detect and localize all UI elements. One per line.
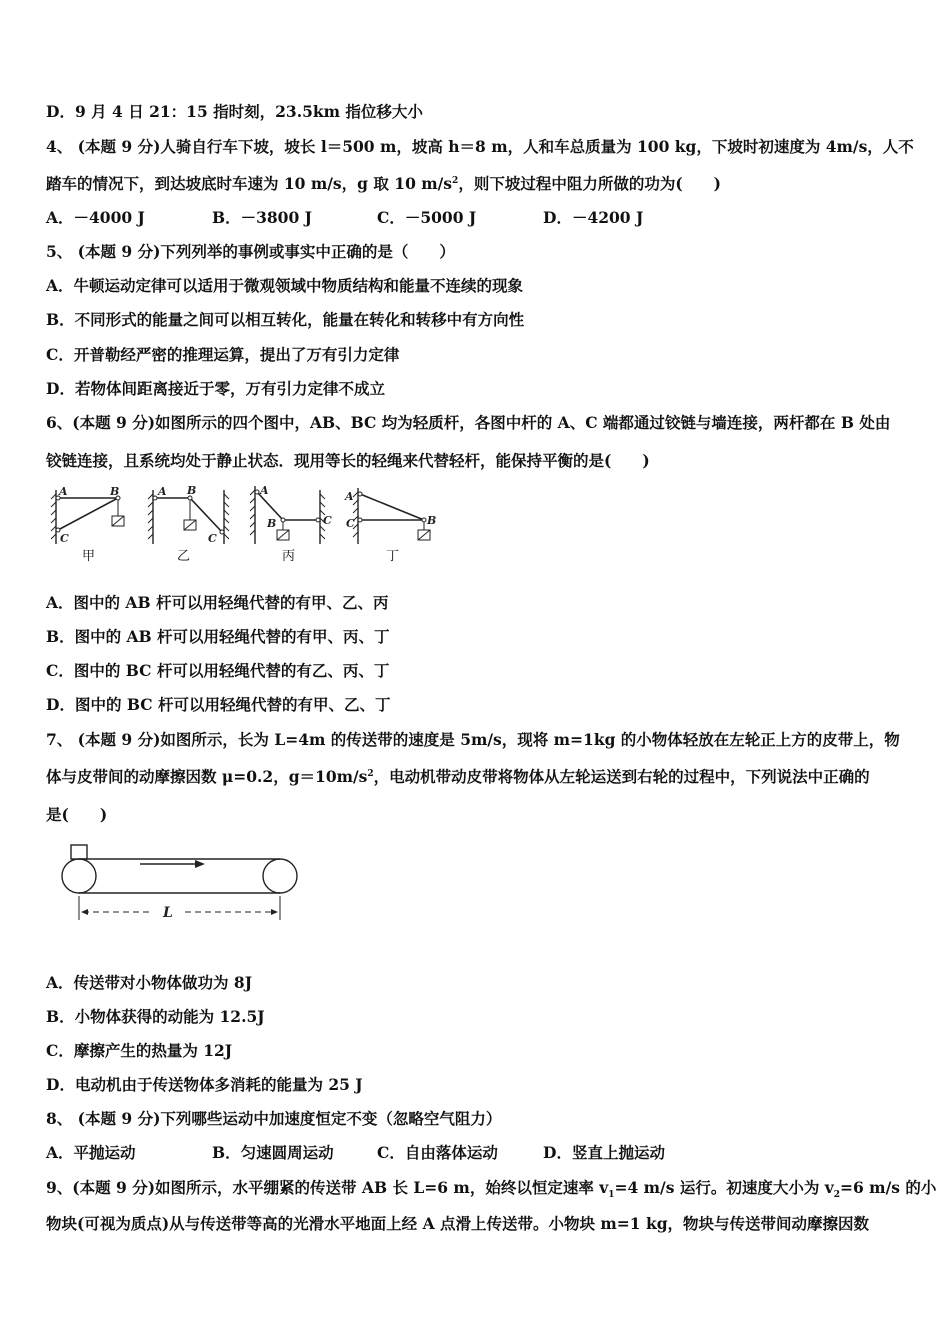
q7-stem-line3: 是( ) — [46, 805, 108, 824]
q7-stem-line2 — [46, 767, 870, 787]
q7-stem-line2-a: 体与皮带间的动摩擦因数 μ=0.2，g＝10m/s — [46, 767, 368, 786]
q8-option-c: C．自由落体运动 — [377, 1143, 498, 1162]
q4-stem-line2-a: 踏车的情况下，到达坡底时车速为 10 m/s，g 取 10 m/s — [46, 174, 453, 193]
q9-line1-a: 9、(本题 9 分)如图所示，水平绷紧的传送带 AB 长 L=6 m，始终以恒定速率 v — [46, 1178, 609, 1197]
fig-yi-label-c: C — [208, 532, 217, 545]
q6-stem-line2: 铰链连接，且系统均处于静止状态．现用等长的轻绳来代替轻杆，能保持平衡的是( ) — [46, 451, 650, 470]
fig-jia-label-c: C — [60, 532, 69, 545]
q7-conveyor-figure — [55, 840, 315, 930]
q4-stem-line1: 4、 (本题 9 分)人骑自行车下坡，坡长 l＝500 m，坡高 h＝8 m，人和车总质量为 100 kg，下坡时初速度为 4m/s，人不 — [46, 137, 914, 156]
q7-option-b: B．小物体获得的动能为 12.5J — [46, 1007, 265, 1026]
q8-stem: 8、 (本题 9 分)下列哪些运动中加速度恒定不变（忽略空气阻力） — [46, 1109, 502, 1128]
figure-ding — [353, 488, 430, 544]
q9-subscript-1: 1 — [608, 1190, 615, 1201]
q9-line1-c: =6 m/s 的小 — [840, 1178, 937, 1197]
q7-option-a: A．传送带对小物体做功为 8J — [46, 973, 253, 992]
figure-yi — [148, 490, 229, 544]
q5-stem: 5、 (本题 9 分)下列列举的事例或事实中正确的是（ ） — [46, 242, 455, 261]
q9-line1-b: =4 m/s 运行。初速度大小为 v — [614, 1178, 834, 1197]
fig-bing-label-b: B — [267, 517, 277, 530]
q4-superscript: 2 — [452, 175, 459, 186]
q6-stem-line1: 6、(本题 9 分)如图所示的四个图中，AB、BC 均为轻质杆，各图中杆的 A、C 端都通过铰链与墙连接，两杆都在 B 处由 — [46, 413, 891, 432]
q4-stem-line2 — [46, 174, 721, 194]
q6-option-c: C．图中的 BC 杆可以用轻绳代替的有乙、丙、丁 — [46, 661, 390, 680]
fig-jia-label-b: B — [110, 485, 120, 498]
q7-stem-line1: 7、 (本题 9 分)如图所示，长为 L=4m 的传送带的速度是 5m/s，现将 m=1kg 的小物体轻放在左轮正上方的皮带上，物 — [46, 730, 900, 749]
q7-superscript: 2 — [367, 768, 374, 779]
q8-option-b: B．匀速圆周运动 — [212, 1143, 334, 1162]
q6-option-b: B．图中的 AB 杆可以用轻绳代替的有甲、丙、丁 — [46, 627, 390, 646]
fig-bing-label-a: A — [260, 484, 269, 497]
fig-yi-label-b: B — [187, 484, 197, 497]
q5-option-a: A．牛顿运动定律可以适用于微观领域中物质结构和能量不连续的现象 — [46, 276, 524, 295]
q4-option-d: D．－4200 J — [543, 208, 644, 227]
q5-option-b: B．不同形式的能量之间可以相互转化，能量在转化和转移中有方向性 — [46, 310, 525, 329]
q8-option-a: A．平抛运动 — [46, 1143, 136, 1162]
fig-caption-ding: 丁 — [386, 549, 400, 564]
fig-ding-label-b: B — [427, 514, 437, 527]
q4-option-c: C．－5000 J — [377, 208, 477, 227]
fig-yi-label-a: A — [158, 485, 167, 498]
q4-option-b: B．－3800 J — [212, 208, 312, 227]
q3-option-d: D．9 月 4 日 21：15 指时刻，23.5km 指位移大小 — [46, 102, 423, 121]
q4-stem-line2-b: ，则下坡过程中阻力所做的功为( ) — [458, 174, 721, 193]
q5-option-c: C．开普勒经严密的推理运算，提出了万有引力定律 — [46, 345, 400, 364]
q7-option-c: C．摩擦产生的热量为 12J — [46, 1041, 233, 1060]
q6-option-a: A．图中的 AB 杆可以用轻绳代替的有甲、乙、丙 — [46, 593, 389, 612]
fig-caption-jia: 甲 — [82, 549, 96, 564]
fig-ding-label-a: A — [345, 490, 354, 503]
q8-option-d: D．竖直上抛运动 — [543, 1143, 665, 1162]
fig-ding-label-c: C — [346, 517, 355, 530]
q7-stem-line2-b: ，电动机带动皮带将物体从左轮运送到右轮的过程中，下列说法中正确的 — [373, 767, 870, 786]
fig-bing-label-c: C — [323, 514, 332, 527]
fig-caption-bing: 丙 — [282, 549, 296, 564]
q9-line2: 物块(可视为质点)从与传送带等高的光滑水平地面上经 A 点滑上传送带。小物块 m=1 kg，物块与传送带间动摩擦因数 — [46, 1214, 870, 1233]
fig-jia-label-a: A — [59, 485, 68, 498]
q7-figure-label-l: L — [163, 905, 173, 921]
q5-option-d: D．若物体间距离接近于零，万有引力定律不成立 — [46, 379, 385, 398]
fig-caption-yi: 乙 — [177, 549, 191, 564]
q7-option-d: D．电动机由于传送物体多消耗的能量为 25 J — [46, 1075, 363, 1094]
q4-option-a: A．－4000 J — [46, 208, 145, 227]
q6-option-d: D．图中的 BC 杆可以用轻绳代替的有甲、乙、丁 — [46, 695, 391, 714]
q9-subscript-2: 2 — [833, 1190, 841, 1201]
q9-line1 — [46, 1178, 937, 1201]
